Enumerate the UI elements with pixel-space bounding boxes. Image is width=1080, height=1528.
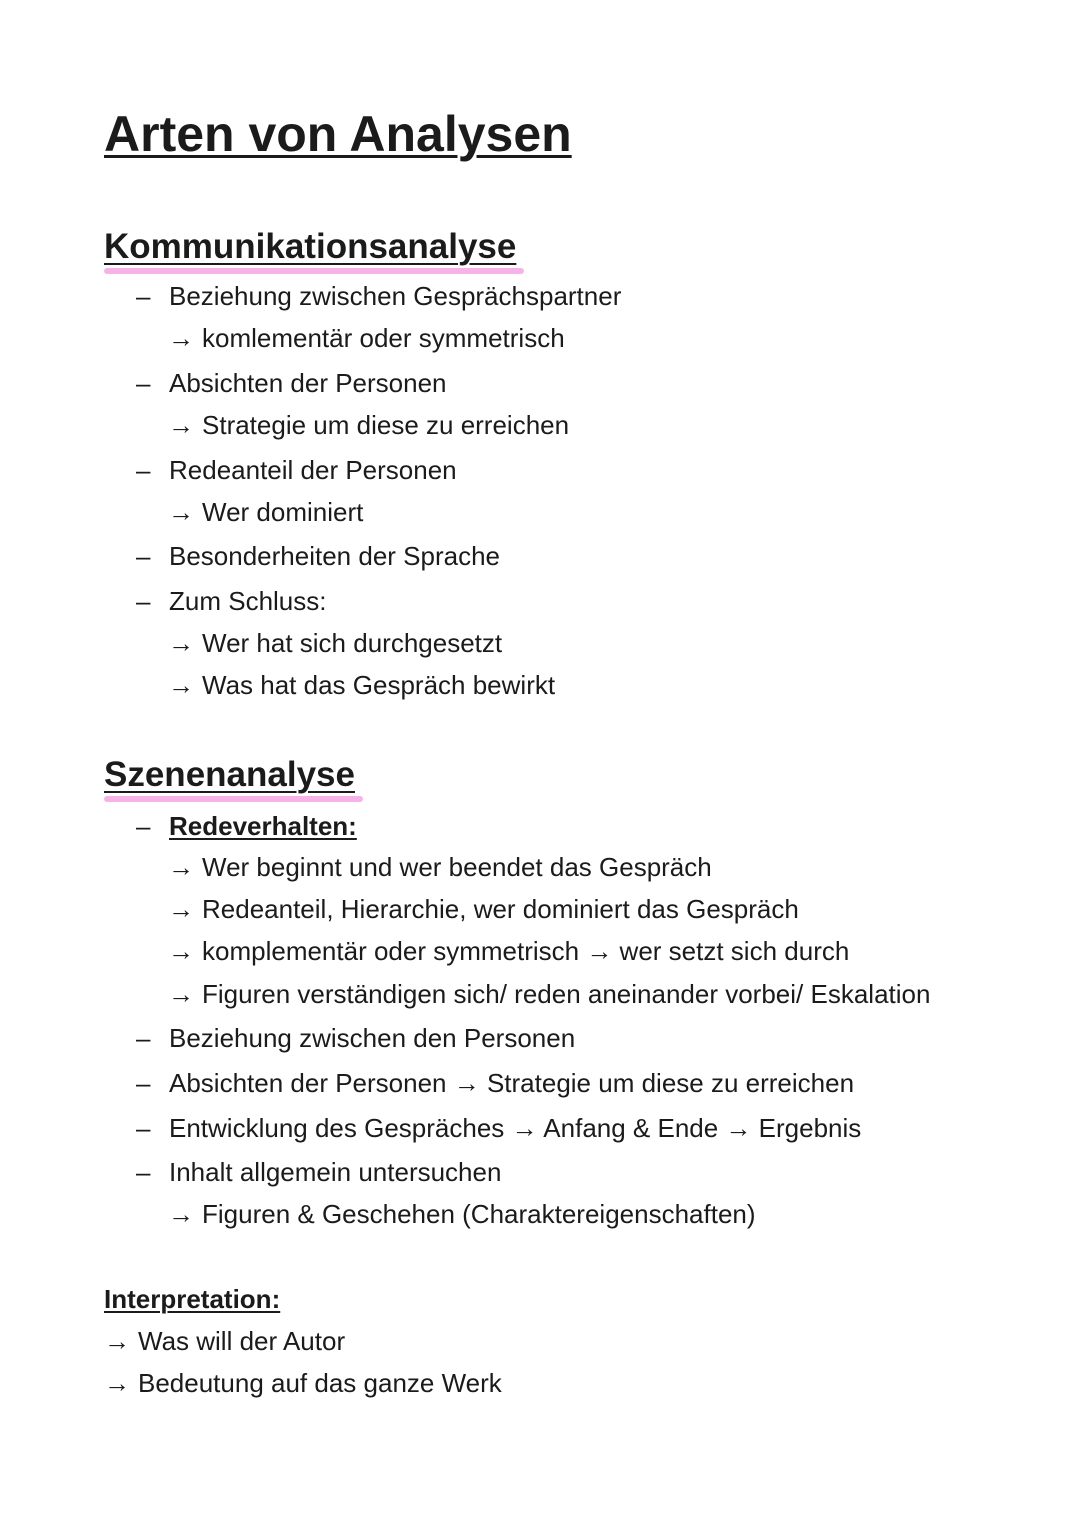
list-item — [136, 1156, 501, 1188]
list-subitem-text: Was will der Autor — [138, 1326, 346, 1356]
list-item — [136, 1022, 575, 1054]
list-subitem — [104, 1325, 345, 1357]
arrow-icon: → — [168, 1199, 194, 1229]
dash-bullet: – — [136, 368, 151, 398]
list-subitem — [168, 893, 799, 925]
list-item — [136, 1112, 861, 1144]
list-item-text: Beziehung zwischen Gesprächspartner — [169, 281, 622, 311]
list-subitem — [104, 1367, 502, 1399]
arrow-icon: → — [168, 852, 194, 882]
arrow-icon: → — [168, 670, 194, 700]
arrow-icon: → — [168, 410, 194, 440]
list-subitem-text: Figuren & Geschehen (Charaktereigenschaften) — [202, 1199, 756, 1229]
dash-bullet: – — [136, 586, 151, 616]
list-item — [136, 810, 357, 842]
list-subitem-text: komplementär oder symmetrisch → wer setzt sich durch — [202, 936, 850, 966]
arrow-icon: → — [168, 628, 194, 658]
dash-bullet: – — [136, 1023, 151, 1053]
list-item-text: Inhalt allgemein untersuchen — [169, 1157, 502, 1187]
list-item-label: Redeverhalten: — [169, 811, 357, 841]
list-item-text: Besonderheiten der Sprache — [169, 541, 501, 571]
arrow-icon: → — [168, 979, 194, 1009]
list-subitem-text: komlementär oder symmetrisch — [202, 323, 565, 353]
dash-bullet: – — [136, 1157, 151, 1187]
dash-bullet: – — [136, 541, 151, 571]
arrow-icon: → — [168, 936, 194, 966]
list-subitem — [168, 322, 565, 354]
arrow-icon: → — [168, 894, 194, 924]
list-subitem — [168, 627, 502, 659]
dash-bullet: – — [136, 1068, 151, 1098]
list-subitem — [168, 935, 849, 967]
dash-bullet: – — [136, 455, 151, 485]
page-title: Arten von Analysen — [104, 106, 572, 162]
list-subitem-text: Wer beginnt und wer beendet das Gespräch — [202, 852, 712, 882]
section-title-szenenanalyse — [104, 754, 363, 796]
arrow-icon: → — [168, 497, 194, 527]
section-title-text: Szenenanalyse — [104, 754, 363, 796]
list-subitem — [168, 496, 363, 528]
list-item — [136, 367, 447, 399]
list-item — [136, 585, 327, 617]
list-item-text: Absichten der Personen → Strategie um diese zu erreichen — [169, 1068, 855, 1098]
list-item — [136, 454, 457, 486]
list-subitem-text: Was hat das Gespräch bewirkt — [202, 670, 556, 700]
list-item-text: Zum Schluss: — [169, 586, 327, 616]
list-item — [136, 540, 500, 572]
section-title-kommunikationsanalyse — [104, 226, 524, 268]
list-item-text: Beziehung zwischen den Personen — [169, 1023, 576, 1053]
dash-bullet: – — [136, 281, 151, 311]
section-title-text: Kommunikationsanalyse — [104, 226, 524, 268]
list-subitem-text: Strategie um diese zu erreichen — [202, 410, 570, 440]
list-subitem — [168, 669, 555, 701]
list-item — [136, 280, 621, 312]
list-subitem-text: Wer hat sich durchgesetzt — [202, 628, 503, 658]
list-subitem — [168, 978, 930, 1010]
list-subitem-text: Redeanteil, Hierarchie, wer dominiert das Gespräch — [202, 894, 799, 924]
dash-bullet: – — [136, 1113, 151, 1143]
section-title-interpretation: Interpretation: — [104, 1284, 281, 1314]
list-item — [136, 1067, 854, 1099]
arrow-icon: → — [168, 323, 194, 353]
list-subitem — [168, 851, 712, 883]
list-item-text: Entwicklung des Gespräches → Anfang & Ende → Ergebnis — [169, 1113, 862, 1143]
arrow-icon: → — [104, 1326, 130, 1356]
list-subitem-text: Figuren verständigen sich/ reden aneinander vorbei/ Eskalation — [202, 979, 931, 1009]
list-item-text: Redeanteil der Personen — [169, 455, 457, 485]
arrow-icon: → — [104, 1368, 130, 1398]
list-subitem-text: Bedeutung auf das ganze Werk — [138, 1368, 502, 1398]
list-item-text: Absichten der Personen — [169, 368, 447, 398]
dash-bullet: – — [136, 811, 151, 841]
list-subitem — [168, 409, 569, 441]
list-subitem-text: Wer dominiert — [202, 497, 364, 527]
list-subitem — [168, 1198, 756, 1230]
